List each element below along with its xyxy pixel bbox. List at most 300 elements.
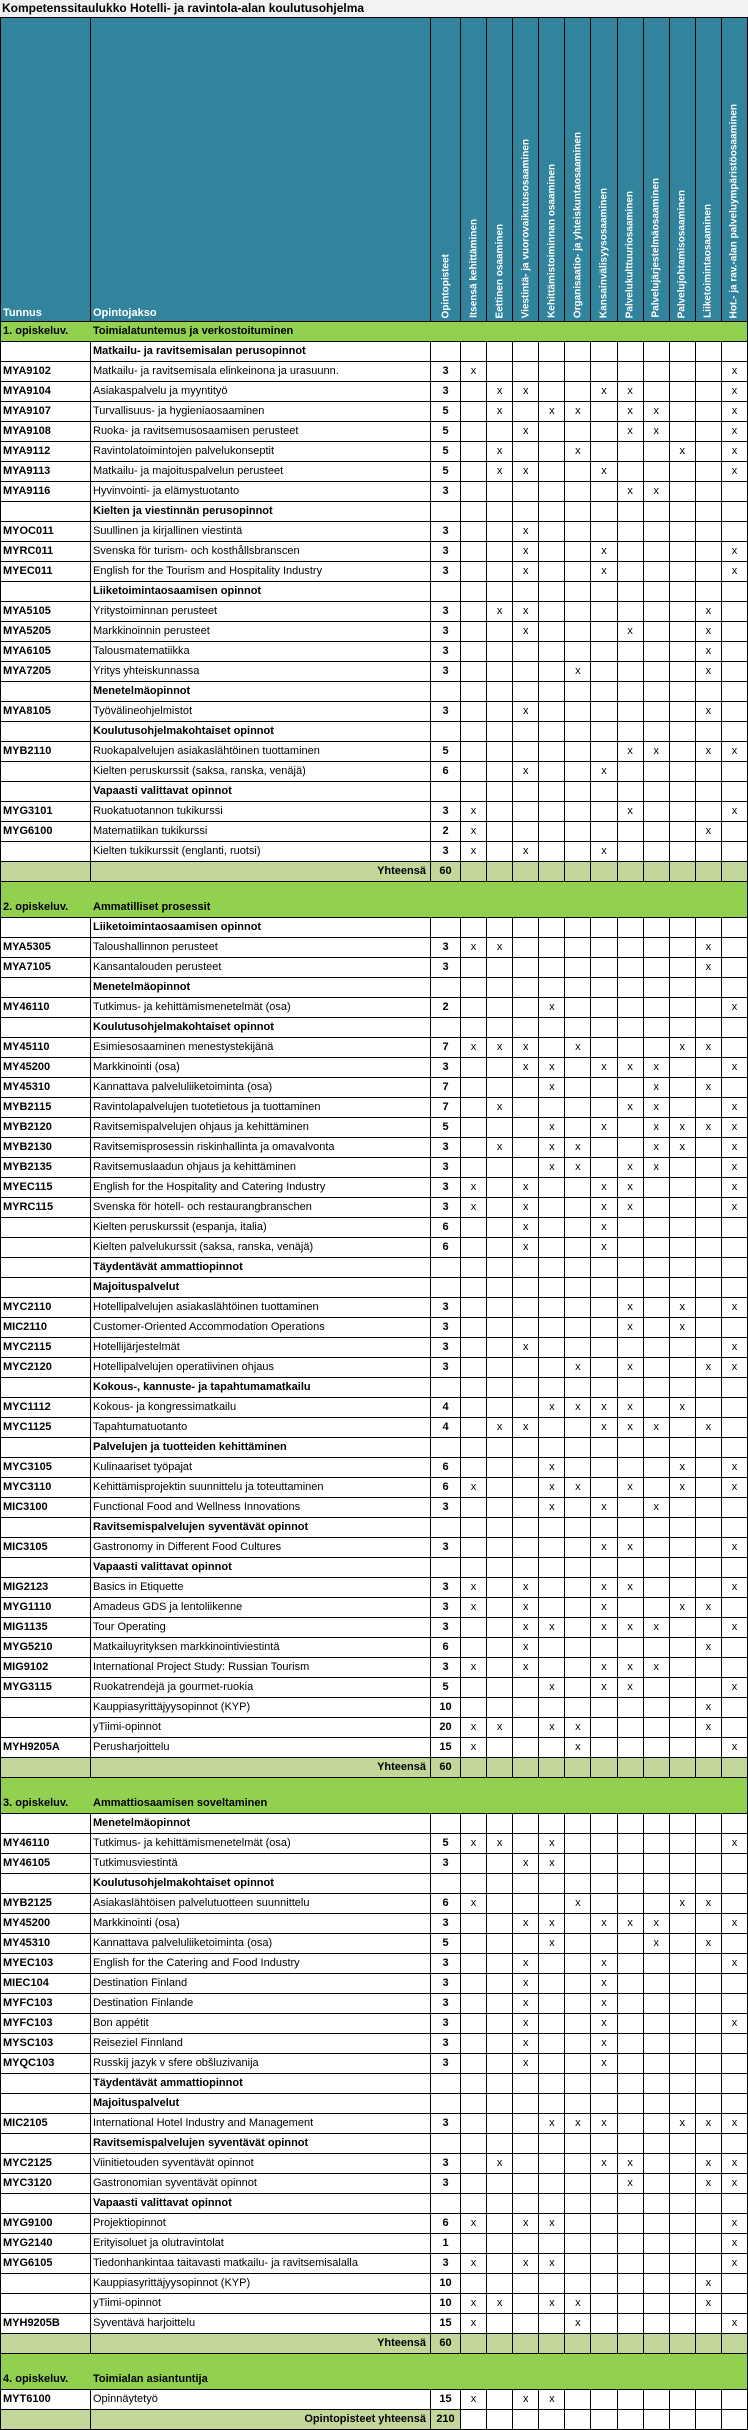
course-code: MYQC103	[1, 2054, 91, 2074]
competency-mark-cell	[670, 1578, 696, 1598]
competency-mark-cell	[696, 1438, 722, 1458]
competency-mark-cell	[696, 1218, 722, 1238]
total-mark-cell	[696, 2334, 722, 2354]
course-row	[1, 622, 747, 642]
course-code: MYG9100	[1, 2214, 91, 2234]
subsection-row	[1, 2094, 747, 2114]
course-row	[1, 2254, 747, 2274]
competency-mark-cell	[539, 2194, 565, 2214]
course-credits: 3	[431, 622, 461, 642]
course-name: Ruoka- ja ravitsemusosaamisen perusteet	[91, 422, 431, 442]
competency-mark-cell	[696, 1398, 722, 1418]
competency-mark-cell	[513, 1934, 539, 1954]
competency-mark-cell	[644, 2254, 670, 2274]
course-row	[1, 998, 747, 1018]
competency-mark-cell: x	[696, 1418, 722, 1438]
competency-mark-cell	[539, 442, 565, 462]
course-code	[1, 2194, 91, 2214]
competency-mark-cell	[461, 1954, 487, 1974]
subsection-row	[1, 1518, 747, 1538]
course-credits	[431, 978, 461, 998]
competency-mark-cell	[513, 2154, 539, 2174]
competency-mark-cell	[513, 1894, 539, 1914]
course-name: Kansantalouden perusteet	[91, 958, 431, 978]
competency-mark-cell	[696, 1974, 722, 1994]
course-code: MYC3110	[1, 1478, 91, 1498]
course-credits: 2	[431, 998, 461, 1018]
competency-mark-cell: x	[644, 1934, 670, 1954]
competency-mark-cell	[618, 782, 644, 802]
competency-mark-cell	[722, 2094, 747, 2114]
course-code: MIG2123	[1, 1578, 91, 1598]
competency-mark-cell	[461, 2094, 487, 2114]
competency-mark-cell	[513, 402, 539, 422]
course-code: MYEC115	[1, 1178, 91, 1198]
competency-mark-cell: x	[461, 1718, 487, 1738]
competency-mark-cell	[591, 642, 617, 662]
competency-mark-cell: x	[722, 442, 747, 462]
competency-mark-cell	[670, 2314, 696, 2334]
competency-mark-cell	[644, 1398, 670, 1418]
competency-mark-cell	[461, 1358, 487, 1378]
competency-mark-cell	[618, 562, 644, 582]
competency-mark-cell	[539, 2174, 565, 2194]
subsection-row	[1, 782, 747, 802]
competency-mark-cell: x	[591, 1974, 617, 1994]
total-empty-cell	[1, 2334, 91, 2354]
competency-mark-cell	[644, 2094, 670, 2114]
competency-table	[0, 17, 748, 2430]
competency-mark-cell	[670, 662, 696, 682]
competency-mark-cell	[513, 998, 539, 1018]
competency-mark-cell: x	[513, 1974, 539, 1994]
competency-mark-cell	[644, 842, 670, 862]
subsection-row	[1, 978, 747, 998]
course-code: MYA6105	[1, 642, 91, 662]
competency-mark-cell	[696, 2314, 722, 2334]
competency-mark-cell	[722, 1698, 747, 1718]
competency-mark-cell: x	[722, 382, 747, 402]
competency-mark-cell	[670, 602, 696, 622]
competency-mark-cell	[565, 1558, 591, 1578]
competency-mark-cell	[644, 522, 670, 542]
competency-mark-cell: x	[644, 422, 670, 442]
course-code	[1, 342, 91, 362]
competency-mark-cell	[513, 1518, 539, 1538]
competency-mark-cell	[618, 1438, 644, 1458]
grand-mark-cell	[565, 2410, 591, 2430]
competency-mark-cell	[722, 978, 747, 998]
course-row	[1, 1974, 747, 1994]
competency-mark-cell	[487, 2274, 513, 2294]
competency-mark-cell	[591, 2254, 617, 2274]
competency-mark-cell	[644, 1954, 670, 1974]
course-code	[1, 1558, 91, 1578]
competency-mark-cell	[487, 502, 513, 522]
subsection-label: Majoituspalvelut	[91, 2094, 431, 2114]
competency-mark-cell	[591, 2390, 617, 2410]
course-code: MIC3100	[1, 1498, 91, 1518]
competency-mark-cell	[487, 2014, 513, 2034]
competency-mark-cell	[722, 822, 747, 842]
competency-mark-cell	[591, 1358, 617, 1378]
competency-mark-cell	[670, 802, 696, 822]
competency-mark-cell	[591, 1298, 617, 1318]
competency-mark-cell	[591, 1518, 617, 1538]
course-name: Gastronomy in Different Food Cultures	[91, 1538, 431, 1558]
competency-mark-cell: x	[513, 2054, 539, 2074]
total-mark-cell	[696, 1758, 722, 1778]
course-row	[1, 1318, 747, 1338]
course-code	[1, 1438, 91, 1458]
competency-mark-cell	[644, 1578, 670, 1598]
section-header-row	[1, 1794, 747, 1814]
competency-mark-cell	[618, 958, 644, 978]
competency-mark-cell: x	[513, 382, 539, 402]
competency-mark-cell	[487, 1438, 513, 1458]
competency-mark-cell	[696, 918, 722, 938]
subsection-label: Majoituspalvelut	[91, 1278, 431, 1298]
competency-mark-cell	[487, 2234, 513, 2254]
competency-mark-cell	[487, 342, 513, 362]
section-total-value: 60	[431, 2334, 461, 2354]
table-header-row	[1, 17, 747, 322]
course-credits	[431, 1438, 461, 1458]
competency-mark-cell: x	[722, 2014, 747, 2034]
competency-mark-cell: x	[618, 1478, 644, 1498]
competency-mark-cell: x	[539, 1158, 565, 1178]
competency-mark-cell	[487, 1258, 513, 1278]
course-code: MYA7105	[1, 958, 91, 978]
competency-mark-cell	[461, 1278, 487, 1298]
competency-mark-cell	[644, 1718, 670, 1738]
competency-mark-cell	[591, 482, 617, 502]
competency-mark-cell	[618, 2194, 644, 2214]
competency-mark-cell	[565, 1518, 591, 1538]
competency-mark-cell	[565, 602, 591, 622]
competency-mark-cell	[670, 1498, 696, 1518]
competency-mark-cell: x	[722, 1538, 747, 1558]
competency-mark-cell: x	[565, 1894, 591, 1914]
competency-mark-cell: x	[670, 1118, 696, 1138]
course-code: MYA9113	[1, 462, 91, 482]
course-credits: 5	[431, 742, 461, 762]
competency-mark-cell	[461, 2014, 487, 2034]
course-row	[1, 1954, 747, 1974]
competency-mark-cell	[670, 362, 696, 382]
course-row	[1, 402, 747, 422]
competency-mark-cell	[644, 2214, 670, 2234]
competency-mark-cell	[539, 1338, 565, 1358]
competency-mark-cell	[539, 1658, 565, 1678]
course-row	[1, 1914, 747, 1934]
course-name: Turvallisuus- ja hygieniaosaaminen	[91, 402, 431, 422]
competency-mark-cell	[618, 602, 644, 622]
competency-mark-cell: x	[722, 1138, 747, 1158]
competency-mark-cell	[539, 2014, 565, 2034]
course-credits	[431, 2074, 461, 2094]
competency-mark-cell	[670, 2174, 696, 2194]
competency-mark-cell	[670, 1954, 696, 1974]
competency-mark-cell	[591, 1934, 617, 1954]
competency-mark-cell	[539, 1038, 565, 1058]
competency-mark-cell	[696, 842, 722, 862]
competency-mark-cell	[591, 342, 617, 362]
competency-mark-cell	[539, 722, 565, 742]
page-title: Kompetenssitaulukko Hotelli- ja ravintola-alan koulutusohjelma	[0, 0, 748, 17]
competency-mark-cell	[461, 1974, 487, 1994]
competency-mark-cell	[618, 1238, 644, 1258]
competency-mark-cell	[461, 582, 487, 602]
competency-mark-cell	[513, 2114, 539, 2134]
competency-mark-cell	[539, 1738, 565, 1758]
competency-mark-cell	[591, 522, 617, 542]
competency-mark-cell	[670, 1218, 696, 1238]
competency-mark-cell	[513, 918, 539, 938]
competency-mark-cell	[461, 422, 487, 442]
competency-mark-cell	[565, 1298, 591, 1318]
competency-mark-cell	[644, 1678, 670, 1698]
competency-mark-cell	[565, 782, 591, 802]
competency-mark-cell	[539, 1358, 565, 1378]
course-credits: 3	[431, 602, 461, 622]
competency-mark-cell	[565, 362, 591, 382]
course-code: MYC2110	[1, 1298, 91, 1318]
course-code: MYG2140	[1, 2234, 91, 2254]
competency-mark-cell	[591, 2174, 617, 2194]
course-name: Ruokapalvelujen asiakaslähtöinen tuottaminen	[91, 742, 431, 762]
course-name: Ruokatrendejä ja gourmet-ruokia	[91, 1678, 431, 1698]
competency-mark-cell: x	[461, 1658, 487, 1678]
competency-mark-cell: x	[513, 422, 539, 442]
competency-mark-cell: x	[591, 1418, 617, 1438]
competency-mark-cell: x	[591, 762, 617, 782]
course-credits: 3	[431, 938, 461, 958]
competency-mark-cell	[696, 2014, 722, 2034]
competency-mark-cell	[644, 662, 670, 682]
competency-mark-cell: x	[513, 1598, 539, 1618]
competency-mark-cell: x	[722, 2314, 747, 2334]
competency-mark-cell	[696, 1298, 722, 1318]
competency-mark-cell	[670, 562, 696, 582]
competency-mark-cell	[670, 1994, 696, 2014]
competency-mark-cell	[539, 1378, 565, 1398]
competency-mark-cell	[565, 1238, 591, 1258]
competency-mark-cell: x	[539, 1718, 565, 1738]
course-code: MYG5210	[1, 1638, 91, 1658]
competency-mark-cell	[670, 1618, 696, 1638]
competency-mark-cell	[696, 998, 722, 1018]
competency-mark-cell	[696, 522, 722, 542]
course-code	[1, 1218, 91, 1238]
competency-mark-cell	[696, 1278, 722, 1298]
competency-mark-cell	[513, 1538, 539, 1558]
course-credits: 3	[431, 702, 461, 722]
course-code: MY45110	[1, 1038, 91, 1058]
course-code	[1, 1518, 91, 1538]
competency-mark-cell: x	[513, 522, 539, 542]
header-competency-cell	[565, 18, 591, 321]
course-name: Asiakaslähtöisen palvelutuotteen suunnittelu	[91, 1894, 431, 1914]
competency-mark-cell: x	[618, 382, 644, 402]
competency-mark-cell	[539, 702, 565, 722]
course-name: Kulinaariset työpajat	[91, 1458, 431, 1478]
competency-mark-cell	[722, 2390, 747, 2410]
competency-mark-cell	[618, 1934, 644, 1954]
competency-mark-cell	[591, 782, 617, 802]
competency-mark-cell	[539, 1894, 565, 1914]
grand-mark-cell	[591, 2410, 617, 2430]
course-row	[1, 1118, 747, 1138]
competency-mark-cell	[670, 2194, 696, 2214]
course-code	[1, 582, 91, 602]
competency-mark-cell	[461, 1698, 487, 1718]
competency-mark-cell	[513, 1874, 539, 1894]
competency-mark-cell	[644, 1854, 670, 1874]
competency-mark-cell: x	[644, 1098, 670, 1118]
course-code: MIC3105	[1, 1538, 91, 1558]
subsection-row	[1, 1558, 747, 1578]
course-code: MYA9108	[1, 422, 91, 442]
competency-mark-cell: x	[696, 1358, 722, 1378]
competency-mark-cell	[461, 742, 487, 762]
competency-mark-cell	[461, 1298, 487, 1318]
competency-mark-cell: x	[644, 482, 670, 502]
competency-mark-cell: x	[461, 362, 487, 382]
subsection-label: Palvelujen ja tuotteiden kehittäminen	[91, 1438, 431, 1458]
competency-mark-cell	[644, 1178, 670, 1198]
competency-mark-cell	[591, 2094, 617, 2114]
competency-mark-cell	[618, 2314, 644, 2334]
subsection-label: Täydentävät ammattiopinnot	[91, 2074, 431, 2094]
competency-mark-cell	[670, 1638, 696, 1658]
competency-mark-cell	[644, 1278, 670, 1298]
competency-mark-cell: x	[618, 422, 644, 442]
competency-mark-cell	[461, 2194, 487, 2214]
competency-mark-cell	[565, 1338, 591, 1358]
competency-mark-cell	[644, 1338, 670, 1358]
header-competency-label: Kansainvälisyysosaaminen	[598, 187, 610, 318]
competency-mark-cell	[591, 998, 617, 1018]
competency-mark-cell: x	[461, 1198, 487, 1218]
competency-mark-cell	[670, 1198, 696, 1218]
course-code: MYB2120	[1, 1118, 91, 1138]
competency-mark-cell: x	[618, 1538, 644, 1558]
competency-mark-cell	[644, 1318, 670, 1338]
competency-mark-cell	[487, 978, 513, 998]
competency-mark-cell	[696, 1178, 722, 1198]
section-separator	[1, 1778, 747, 1794]
competency-mark-cell	[670, 1834, 696, 1854]
course-row	[1, 482, 747, 502]
competency-mark-cell	[461, 1914, 487, 1934]
course-name: Esimiesosaaminen menestystekijänä	[91, 1038, 431, 1058]
competency-mark-cell	[670, 1158, 696, 1178]
competency-mark-cell	[539, 2314, 565, 2334]
course-credits: 7	[431, 1098, 461, 1118]
competency-mark-cell	[487, 1458, 513, 1478]
course-credits	[431, 1278, 461, 1298]
course-name: Kielten tukikurssit (englanti, ruotsi)	[91, 842, 431, 862]
competency-mark-cell: x	[513, 462, 539, 482]
competency-mark-cell	[461, 2174, 487, 2194]
competency-mark-cell	[722, 582, 747, 602]
competency-mark-cell: x	[722, 742, 747, 762]
competency-mark-cell	[644, 1994, 670, 2014]
competency-mark-cell	[670, 1874, 696, 1894]
course-credits	[431, 2194, 461, 2214]
subsection-row	[1, 1814, 747, 1834]
competency-mark-cell	[722, 642, 747, 662]
competency-mark-cell	[461, 1498, 487, 1518]
competency-mark-cell	[696, 2134, 722, 2154]
competency-mark-cell	[539, 2074, 565, 2094]
course-row	[1, 1894, 747, 1914]
course-credits: 6	[431, 2214, 461, 2234]
competency-mark-cell	[565, 1678, 591, 1698]
competency-mark-cell	[696, 1814, 722, 1834]
subsection-row	[1, 2194, 747, 2214]
course-row	[1, 2154, 747, 2174]
competency-mark-cell	[670, 2154, 696, 2174]
competency-mark-cell	[722, 1258, 747, 1278]
competency-mark-cell: x	[539, 2214, 565, 2234]
competency-mark-cell	[644, 1814, 670, 1834]
competency-mark-cell: x	[565, 2314, 591, 2334]
competency-mark-cell	[539, 1318, 565, 1338]
course-credits: 3	[431, 2054, 461, 2074]
course-name: Hotellipalvelujen asiakaslähtöinen tuottaminen	[91, 1298, 431, 1318]
course-name: Yritystoiminnan perusteet	[91, 602, 431, 622]
competency-mark-cell: x	[591, 1218, 617, 1238]
competency-mark-cell: x	[565, 1358, 591, 1378]
competency-mark-cell	[487, 1598, 513, 1618]
competency-mark-cell	[513, 2294, 539, 2314]
competency-mark-cell	[487, 762, 513, 782]
competency-mark-cell	[618, 1874, 644, 1894]
competency-mark-cell	[644, 2390, 670, 2410]
competency-mark-cell	[591, 1874, 617, 1894]
competency-mark-cell	[487, 1198, 513, 1218]
course-code: MYA9116	[1, 482, 91, 502]
competency-mark-cell	[670, 2054, 696, 2074]
course-code: MYFC103	[1, 2014, 91, 2034]
competency-mark-cell: x	[461, 2214, 487, 2234]
competency-mark-cell	[696, 542, 722, 562]
competency-mark-cell	[513, 802, 539, 822]
competency-mark-cell	[591, 1894, 617, 1914]
competency-mark-cell	[565, 1278, 591, 1298]
competency-mark-cell	[513, 482, 539, 502]
competency-mark-cell	[539, 1018, 565, 1038]
competency-mark-cell	[722, 938, 747, 958]
competency-mark-cell	[696, 402, 722, 422]
competency-mark-cell	[461, 2114, 487, 2134]
competency-mark-cell: x	[696, 938, 722, 958]
competency-mark-cell: x	[513, 2034, 539, 2054]
competency-mark-cell	[591, 2074, 617, 2094]
competency-mark-cell	[722, 342, 747, 362]
course-row	[1, 802, 747, 822]
competency-mark-cell	[722, 1638, 747, 1658]
competency-mark-cell	[670, 1718, 696, 1738]
competency-mark-cell	[644, 958, 670, 978]
competency-mark-cell	[722, 1518, 747, 1538]
competency-mark-cell: x	[696, 822, 722, 842]
competency-mark-cell: x	[487, 1138, 513, 1158]
course-credits: 4	[431, 1398, 461, 1418]
competency-mark-cell	[670, 1338, 696, 1358]
